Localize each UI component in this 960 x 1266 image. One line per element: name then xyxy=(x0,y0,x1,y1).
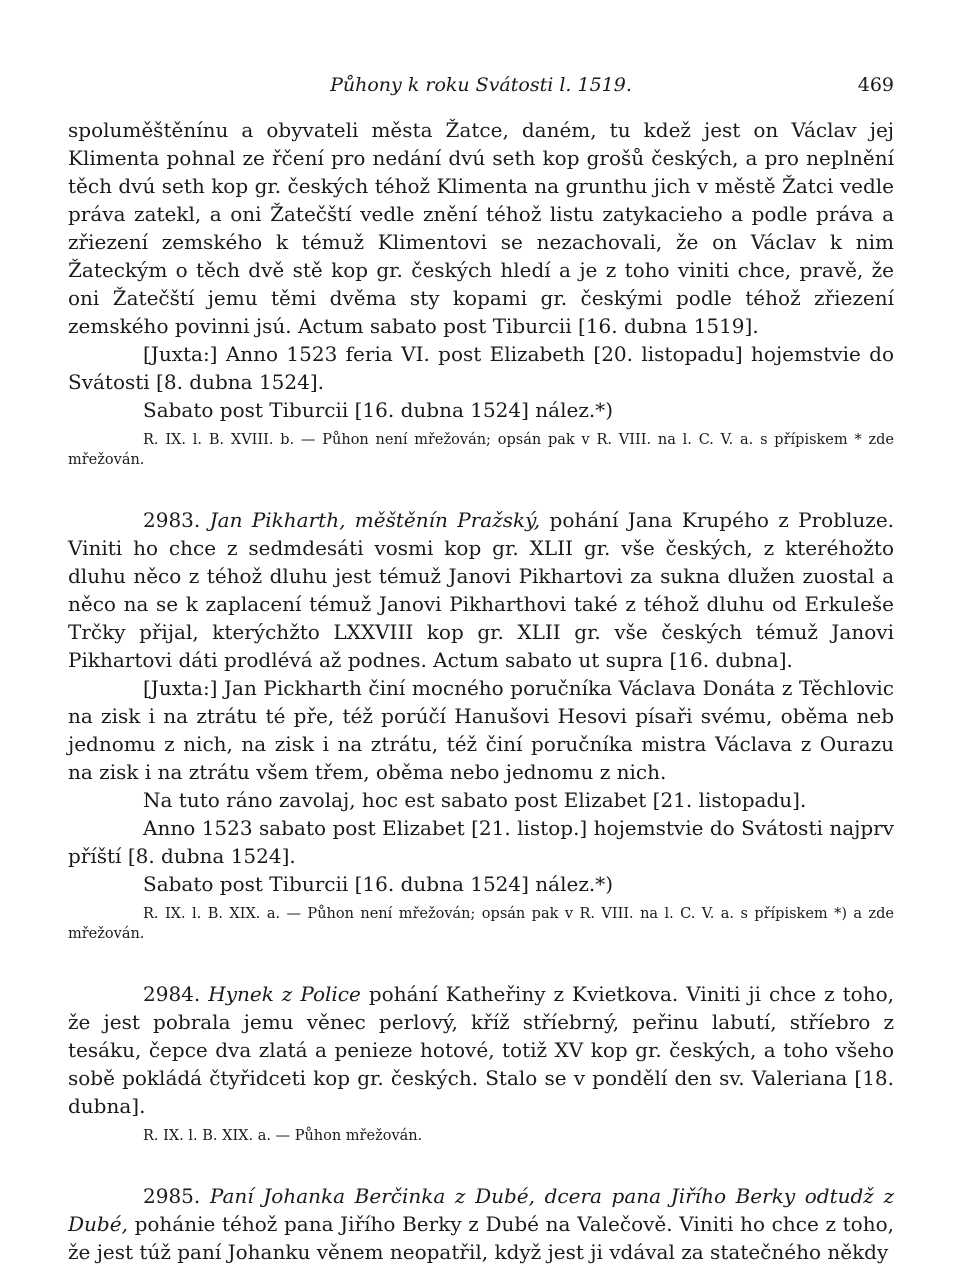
entry-party: Hynek z Police xyxy=(208,982,361,1006)
footnote-note: R. IX. l. B. XIX. a. — Půhon není mřežován; opsán pak v R. VIII. na l. C. V. a. s přípiskem *) a zde mřežován. xyxy=(68,906,894,942)
entry-text: pohání Jana Krupého z Probluze. Viniti ho chce z sedmdesáti vosmi kop gr. XLII gr. vše českých, z kteréhožto dluhu něco z téhož dluhu jest témuž Janovi Pikhartovi za sukna dlužen zuostal a něco na se k zaplacení témuž Janovi Pikharthovi také z téhož dluhu od Erkuleše Trčky přijal, kterýchžto LXXVIII kop gr. XLII gr. vše českých témuž Janovi Pikhartovi dáti prodlévá až podnes. Actum sabato ut supra [16. dubna]. xyxy=(68,508,895,672)
paragraph: Na tuto ráno zavolaj, hoc est sabato post Elizabet [21. listopadu]. xyxy=(143,788,807,812)
paragraph: Sabato post Tiburcii [16. dubna 1524] nález.*) xyxy=(143,398,614,422)
entry-number: 2985. xyxy=(143,1184,201,1208)
entry-text: pohánie téhož pana Jiřího Berky z Dubé na Valečově. Viniti ho chce z toho, že jest túž paní Johanku věnem neopatřil, když jest ji vdával za statečného někdy xyxy=(68,1212,894,1264)
entry-2984 xyxy=(68,980,894,1120)
paragraph: Anno 1523 sabato post Elizabet [21. listop.] hojemstvie do Svátosti najprv příští [8. dubna 1524]. xyxy=(68,816,894,868)
entry-number: 2984. xyxy=(143,982,201,1006)
entry-2983 xyxy=(68,506,894,674)
page-header xyxy=(68,72,894,102)
paragraph: [Juxta:] Jan Pickharth činí mocného poručníka Václava Donáta z Těchlovic na zisk i na ztrátu té pře, též porúčí Hanušovi Hesovi písaři svému, oběma neb jednomu z nich, na zisk i na ztrátu, též činí poručníka mistra Václava z Ourazu na zisk i na ztrátu všem třem, oběma nebo jednomu z nich. xyxy=(68,676,894,784)
section-gap xyxy=(68,472,894,506)
section-gap xyxy=(68,946,894,980)
paragraph: Sabato post Tiburcii [16. dubna 1524] nález.*) xyxy=(143,872,614,896)
footnote-note: R. IX. l. B. XVIII. b. — Půhon není mřežován; opsán pak v R. VIII. na l. C. V. a. s přípiskem * zde mřežován. xyxy=(68,432,894,468)
entry-2985 xyxy=(68,1182,894,1266)
section-gap xyxy=(68,1148,894,1182)
entry-text: pohání Katheřiny z Kvietkova. Viniti ji chce z toho, že jest pobrala jemu věnec perlový, kříž stříebrný, peřinu labutí, stříebro z tesáku, čepce dva zlatá a penieze hotové, totiž XV kop gr. českých, a toho všeho sobě pokládá čtyřidceti kop gr. českých. Stalo se v pondělí den sv. Valeriana [18. dubna]. xyxy=(68,982,894,1118)
running-title: Půhony k roku Svátosti l. 1519. xyxy=(330,74,632,96)
entry-party: Paní Johanka Berčinka z Dubé, dcera pana Jiřího Berky odtudž z Dubé, xyxy=(68,1184,895,1236)
entry-number: 2983. xyxy=(143,508,201,532)
paragraph: [Juxta:] Anno 1523 feria VI. post Elizabeth [20. listopadu] hojemstvie do Svátosti [8. dubna 1524]. xyxy=(68,342,894,394)
footnote-note: R. IX. l. B. XIX. a. — Půhon mřežován. xyxy=(143,1128,423,1144)
entry-party: Jan Pikharth, měštěnín Pražský, xyxy=(209,508,541,532)
paragraph: spoluměštěnínu a obyvateli města Žatce, daném, tu kdež jest on Václav jej Klimenta pohnal ze řčení pro nedání dvú seth kop grošů českých, a pro neplnění těch dvú seth kop gr. českých téhož Klimenta na grunthu jich v městě Žatci vedle práva zatekl, a oni Žatečští vedle znění téhož listu zatykacieho a podle práva a zřiezení zemského k témuž Klimentovi se nezachovali, že on Václav k nim Žateckým o těch dvě stě kop gr. českých hledí a je z toho viniti chce, pravě, že oni Žatečští jemu těmi dvěma sty kopami gr. českými podle téhož zřiezení zemského povinni jsú. Actum sabato post Tiburcii [16. dubna 1519]. xyxy=(68,118,894,338)
page-number: 469 xyxy=(857,74,894,96)
page-body xyxy=(68,116,894,1266)
